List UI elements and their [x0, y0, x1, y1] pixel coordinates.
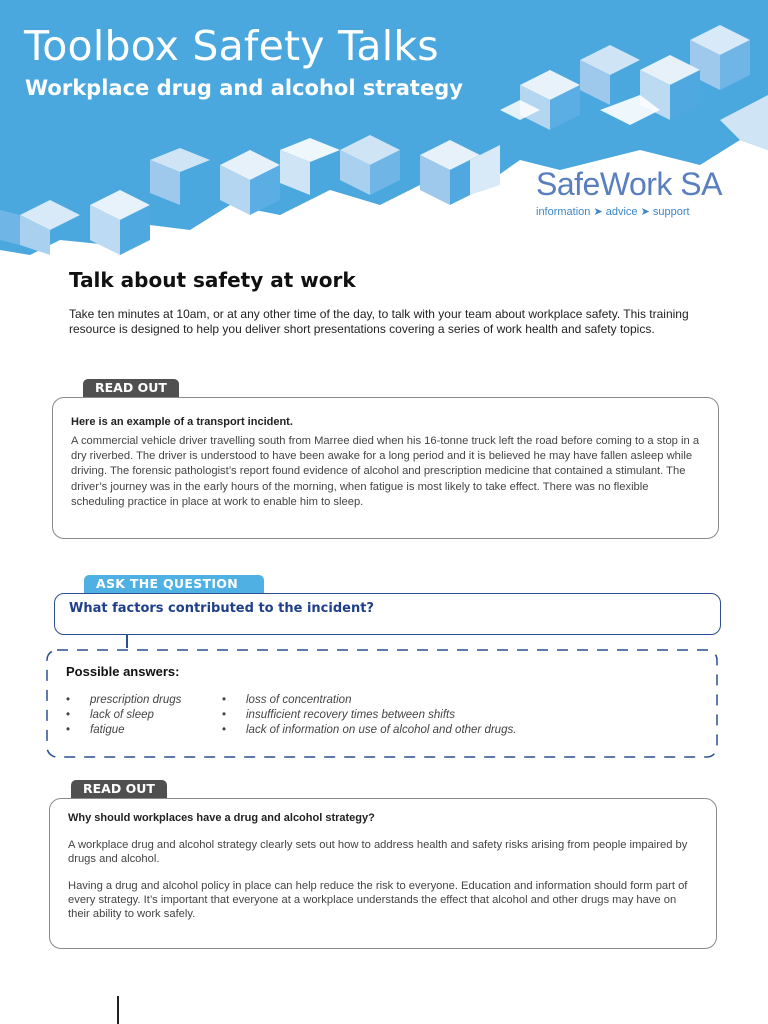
page-edge-mark	[117, 996, 119, 1024]
document-subtitle: Workplace drug and alcohol strategy	[25, 76, 463, 100]
possible-answers-box	[44, 648, 720, 760]
section-title: Talk about safety at work	[69, 268, 356, 292]
answer-item: • lack of sleep	[66, 708, 181, 723]
document-title: Toolbox Safety Talks	[24, 22, 439, 70]
incident-body: A commercial vehicle driver travelling south from Marree died when his 16-tonne truck left the road before coming to a stop in a dry riverbed. The driver is understood to have been awake for a long period and it is believed he may have fallen asleep while driving. The forensic pathologist’s report found evidence of alcohol and prescription medicine that contained a stimulant. The driver’s journey was in the early hours of the morning, when fatigue is most likely to take effect. There was no flexible scheduling practice in place at work to enable him to sleep.	[71, 435, 700, 508]
strategy-paragraph-1: A workplace drug and alcohol strategy clearly sets out how to address health and safety risks arising from people impaired by drugs and alcohol.	[68, 839, 688, 865]
logo-tagline: information ➤ advice ➤ support	[536, 206, 690, 218]
answer-item: • insufficient recovery times between shifts	[222, 708, 516, 723]
incident-heading: Here is an example of a transport incident.	[71, 416, 293, 428]
read-out-tab: READ OUT	[83, 379, 179, 397]
read-out-box-strategy	[49, 798, 717, 949]
answer-item: • lack of information on use of alcohol and other drugs.	[222, 723, 516, 738]
possible-answers-title: Possible answers:	[66, 664, 180, 679]
answer-item: • prescription drugs	[66, 693, 181, 708]
question-connector	[126, 634, 128, 648]
read-out-tab: READ OUT	[71, 780, 167, 798]
page-header	[0, 0, 768, 262]
answers-column-2	[222, 693, 516, 737]
answer-item: • loss of concentration	[222, 693, 516, 708]
safework-sa-logo	[536, 166, 722, 218]
question-text: What factors contributed to the incident?	[69, 601, 374, 616]
intro-paragraph: Take ten minutes at 10am, or at any other time of the day, to talk with your team about workplace safety. This training resource is designed to help you deliver short presentations covering a series of work health and safety topics.	[69, 307, 689, 336]
logo-name: SafeWork SA	[536, 166, 722, 202]
question-box	[54, 593, 721, 635]
read-out-box-incident	[52, 397, 719, 539]
ask-question-tab: ASK THE QUESTION	[84, 575, 264, 593]
strategy-paragraph-2: Having a drug and alcohol policy in place can help reduce the risk to everyone. Education and information should form part of every strategy. It’s important that everyone at a workplace understands the effect that alcohol and other drugs may have on their ability to work safely.	[68, 880, 688, 920]
answers-column-1	[66, 693, 181, 737]
answer-item: • fatigue	[66, 723, 181, 738]
strategy-heading: Why should workplaces have a drug and alcohol strategy?	[68, 812, 375, 824]
